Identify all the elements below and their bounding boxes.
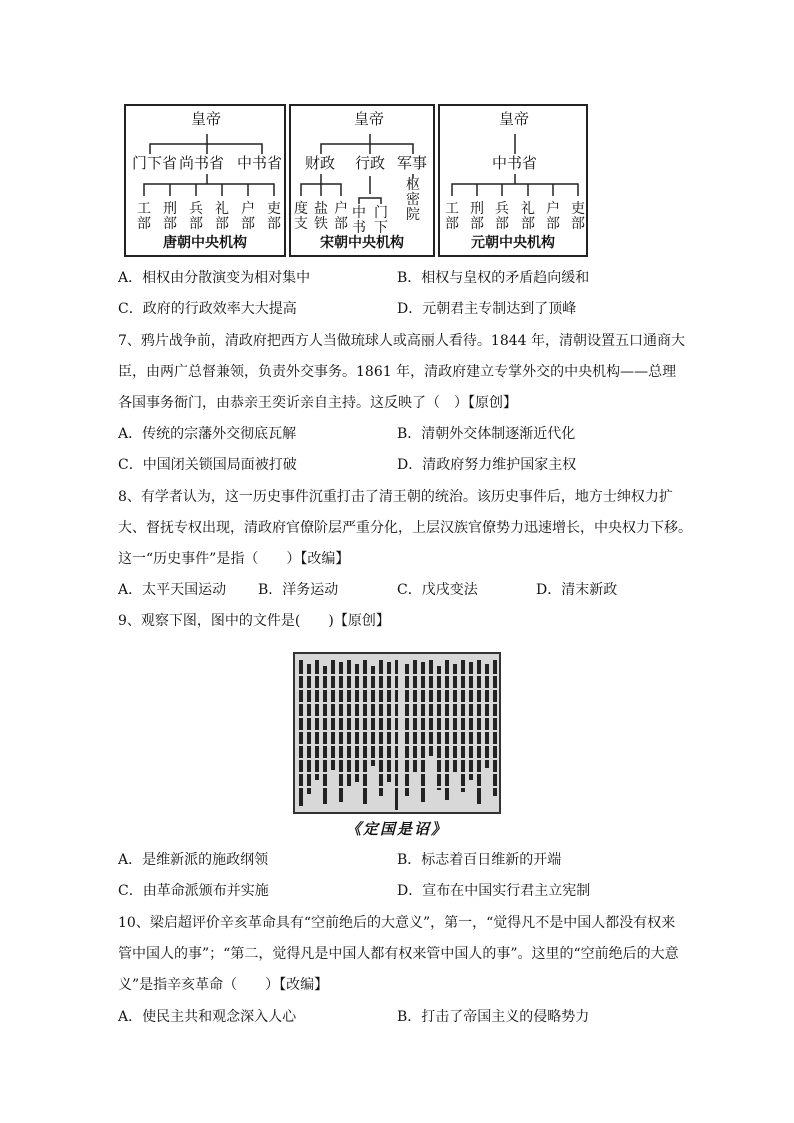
yuan-ministry-gong: 工部 — [445, 201, 459, 232]
yuan-zhongshu-label: 中书省 — [492, 154, 538, 172]
tang-ministry-gong: 工部 — [137, 201, 151, 232]
song-military-label: 军事 — [397, 154, 428, 172]
q8-stem-line-2: 大、督抚专权出现，清政府官僚阶层严重分化，上层汉族官僚势力迅速增长，中央权力下移。 — [118, 520, 692, 536]
yuan-ministry-hu: 户部 — [546, 201, 560, 232]
song-caption: 宋朝中央机构 — [320, 235, 404, 251]
yuan-ministry-bing: 兵部 — [495, 201, 509, 232]
q8-option-a: A．太平天国运动 — [118, 582, 227, 598]
q7-stem-line-2: 臣，由两广总督兼领，负责外交事务。1861 年，清政府建立专掌外交的中央机构——总理 — [118, 364, 677, 380]
q8-stem-line-1: 8、有学者认为，这一历史事件沉重打击了清王朝的统治。该历史事件后，地方士绅权力扩 — [118, 489, 673, 505]
tang-shangshu-label: 尚书省 — [179, 154, 225, 172]
song-yantie-label: 盐铁 — [314, 201, 328, 232]
q10-option-b: B．打击了帝国主义的侵略势力 — [397, 1009, 590, 1025]
q7-option-c: C．中国闭关锁国局面被打破 — [118, 457, 297, 473]
q8-option-b: B．洋务运动 — [258, 582, 339, 598]
q10-option-a: A．使民主共和观念深入人心 — [118, 1009, 297, 1025]
q9-option-b: B．标志着百日维新的开端 — [397, 852, 562, 868]
q7-option-d: D．清政府努力维护国家主权 — [397, 457, 577, 473]
tang-structure-diagram — [124, 104, 286, 257]
tang-ministry-hu: 户部 — [241, 201, 255, 232]
yuan-ministry-li-rites: 礼部 — [521, 201, 535, 232]
tang-emperor-label: 皇帝 — [191, 110, 222, 128]
q8-stem-line-3: 这一“历史事件”是指（ ）【改编】 — [118, 551, 350, 567]
song-duzhi-label: 度支 — [294, 201, 308, 232]
yuan-structure-diagram — [438, 104, 588, 257]
edict-caption: 《定国是诏》 — [345, 820, 448, 838]
q7-stem-line-3: 各国事务衙门，由恭亲王奕䜣亲自主持。这反映了（ ）【原创】 — [118, 395, 517, 411]
q8-option-d: D．清末新政 — [536, 582, 618, 598]
yuan-ministry-li-personnel: 吏部 — [571, 201, 585, 232]
yuan-emperor-label: 皇帝 — [499, 110, 530, 128]
song-zhongshu-label: 中书 — [352, 205, 366, 236]
tang-ministry-xing: 刑部 — [163, 201, 177, 232]
q10-stem-line-1: 10、梁启超评价辛亥革命具有“空前绝后的大意义”，第一，“觉得凡不是中国人都没有权来 — [118, 915, 676, 931]
q9-option-d: D．宣布在中国实行君主立宪制 — [397, 883, 591, 899]
tang-ministry-li-rites: 礼部 — [215, 201, 229, 232]
q9-option-c: C．由革命派颁布并实施 — [118, 883, 269, 899]
q7-option-b: B．清朝外交体制逐渐近代化 — [397, 426, 576, 442]
yuan-caption: 元朝中央机构 — [471, 235, 555, 251]
song-menxia-label: 门下 — [374, 205, 388, 236]
tang-ministry-li-personnel: 吏部 — [267, 201, 281, 232]
song-finance-label: 财政 — [305, 154, 336, 172]
tang-ministry-bing: 兵部 — [189, 201, 203, 232]
song-structure-diagram — [289, 104, 435, 257]
q6-option-b: B．相权与皇权的矛盾趋向缓和 — [397, 270, 590, 286]
tang-menxia-label: 门下省 — [132, 154, 178, 172]
q9-option-a: A．是维新派的施政纲领 — [118, 852, 269, 868]
q9-stem: 9、观察下图，图中的文件是( )【原创】 — [118, 613, 390, 629]
q10-stem-line-3: 义”是指辛亥革命（ ）【改编】 — [118, 977, 329, 993]
q10-stem-line-2: 管中国人的事”；“第二，觉得凡是中国人都有权来管中国人的事”。这里的“空前绝后的大意 — [118, 946, 679, 962]
tang-caption: 唐朝中央机构 — [163, 235, 247, 251]
q7-stem-line-1: 7、鸦片战争前，清政府把西方人当做琉球人或高丽人看待。1844 年，清朝设置五口通商大 — [118, 333, 685, 349]
song-admin-label: 行政 — [355, 154, 386, 172]
yuan-ministry-xing: 刑部 — [470, 201, 484, 232]
q8-option-c: C．戊戌变法 — [397, 582, 478, 598]
song-shumiyuan-label: 枢密院 — [406, 177, 420, 223]
song-emperor-label: 皇帝 — [354, 110, 385, 128]
song-hubu-label: 户部 — [334, 201, 348, 232]
q6-option-c: C．政府的行政效率大大提高 — [118, 301, 297, 317]
q6-option-d: D．元朝君主专制达到了顶峰 — [397, 301, 577, 317]
tang-zhongshu-label: 中书省 — [237, 154, 283, 172]
edict-scan-texture — [295, 654, 499, 812]
q6-option-a: A．相权由分散演变为相对集中 — [118, 270, 311, 286]
q7-option-a: A．传统的宗藩外交彻底瓦解 — [118, 426, 297, 442]
edict-document-image — [293, 652, 501, 814]
